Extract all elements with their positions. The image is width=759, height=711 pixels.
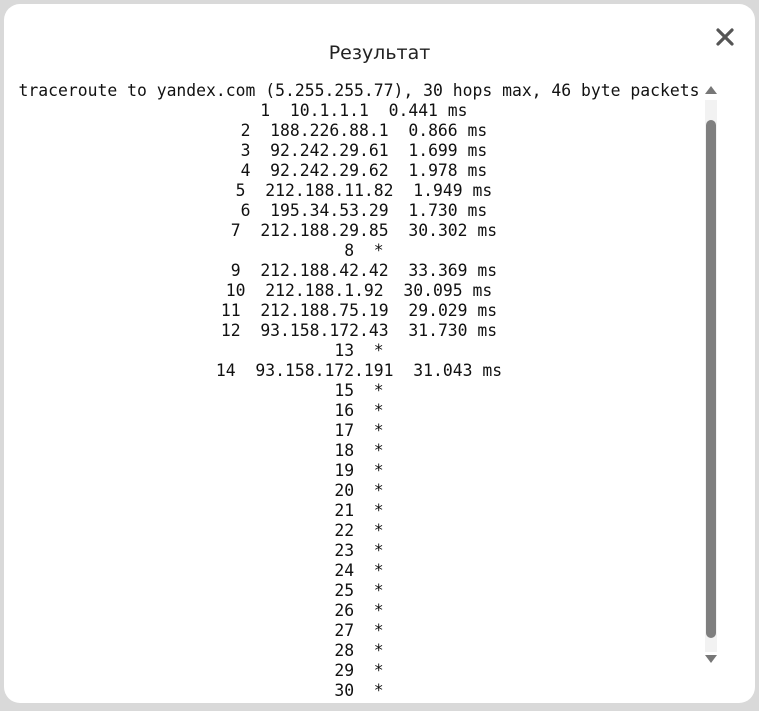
scroll-down-arrow-icon[interactable] — [705, 655, 717, 663]
hop-line: 23 * — [334, 541, 384, 560]
hop-line: 22 * — [334, 521, 384, 540]
hop-line: 7 212.188.29.85 30.302 ms — [220, 221, 498, 240]
hop-line: 28 * — [334, 641, 384, 660]
hop-line: 12 93.158.172.43 31.730 ms — [220, 321, 498, 340]
hop-line: 26 * — [334, 601, 384, 620]
hop-line: 9 212.188.42.42 33.369 ms — [220, 261, 498, 280]
traceroute-header-line: traceroute to yandex.com (5.255.255.77), 30 hops max, 46 byte packets — [18, 81, 700, 100]
close-icon[interactable] — [711, 23, 739, 51]
hop-line: 29 * — [334, 661, 384, 680]
hop-line: 1 10.1.1.1 0.441 ms — [250, 101, 468, 120]
hop-line: 17 * — [334, 421, 384, 440]
hop-line: 6 195.34.53.29 1.730 ms — [230, 201, 488, 220]
hop-line: 11 212.188.75.19 29.029 ms — [220, 301, 498, 320]
scroll-up-arrow-icon[interactable] — [705, 86, 717, 94]
scrollbar-thumb[interactable] — [706, 120, 716, 638]
hop-line: 30 * — [334, 681, 384, 700]
hop-line: 19 * — [334, 461, 384, 480]
traceroute-output[interactable] — [14, 81, 704, 700]
hop-line: 15 * — [334, 381, 384, 400]
hop-line: 4 92.242.29.62 1.978 ms — [230, 161, 488, 180]
result-dialog — [4, 4, 755, 703]
hop-line: 27 * — [334, 621, 384, 640]
hop-line: 25 * — [334, 581, 384, 600]
hop-line: 16 * — [334, 401, 384, 420]
hop-line: 5 212.188.11.82 1.949 ms — [225, 181, 493, 200]
hop-line: 13 * — [334, 341, 384, 360]
scrollbar-track[interactable] — [705, 100, 717, 652]
hop-line: 2 188.226.88.1 0.866 ms — [230, 121, 488, 140]
dialog-title: Результат — [328, 42, 431, 64]
hop-line: 21 * — [334, 501, 384, 520]
hop-line: 8 * — [334, 241, 384, 260]
hop-line: 10 212.188.1.92 30.095 ms — [225, 281, 493, 300]
hop-line: 18 * — [334, 441, 384, 460]
hop-line: 14 93.158.172.191 31.043 ms — [215, 361, 503, 380]
hop-line: 3 92.242.29.61 1.699 ms — [230, 141, 488, 160]
traceroute-text — [14, 81, 704, 701]
hop-line: 20 * — [334, 481, 384, 500]
hop-line: 24 * — [334, 561, 384, 580]
vertical-scrollbar[interactable] — [704, 84, 718, 670]
